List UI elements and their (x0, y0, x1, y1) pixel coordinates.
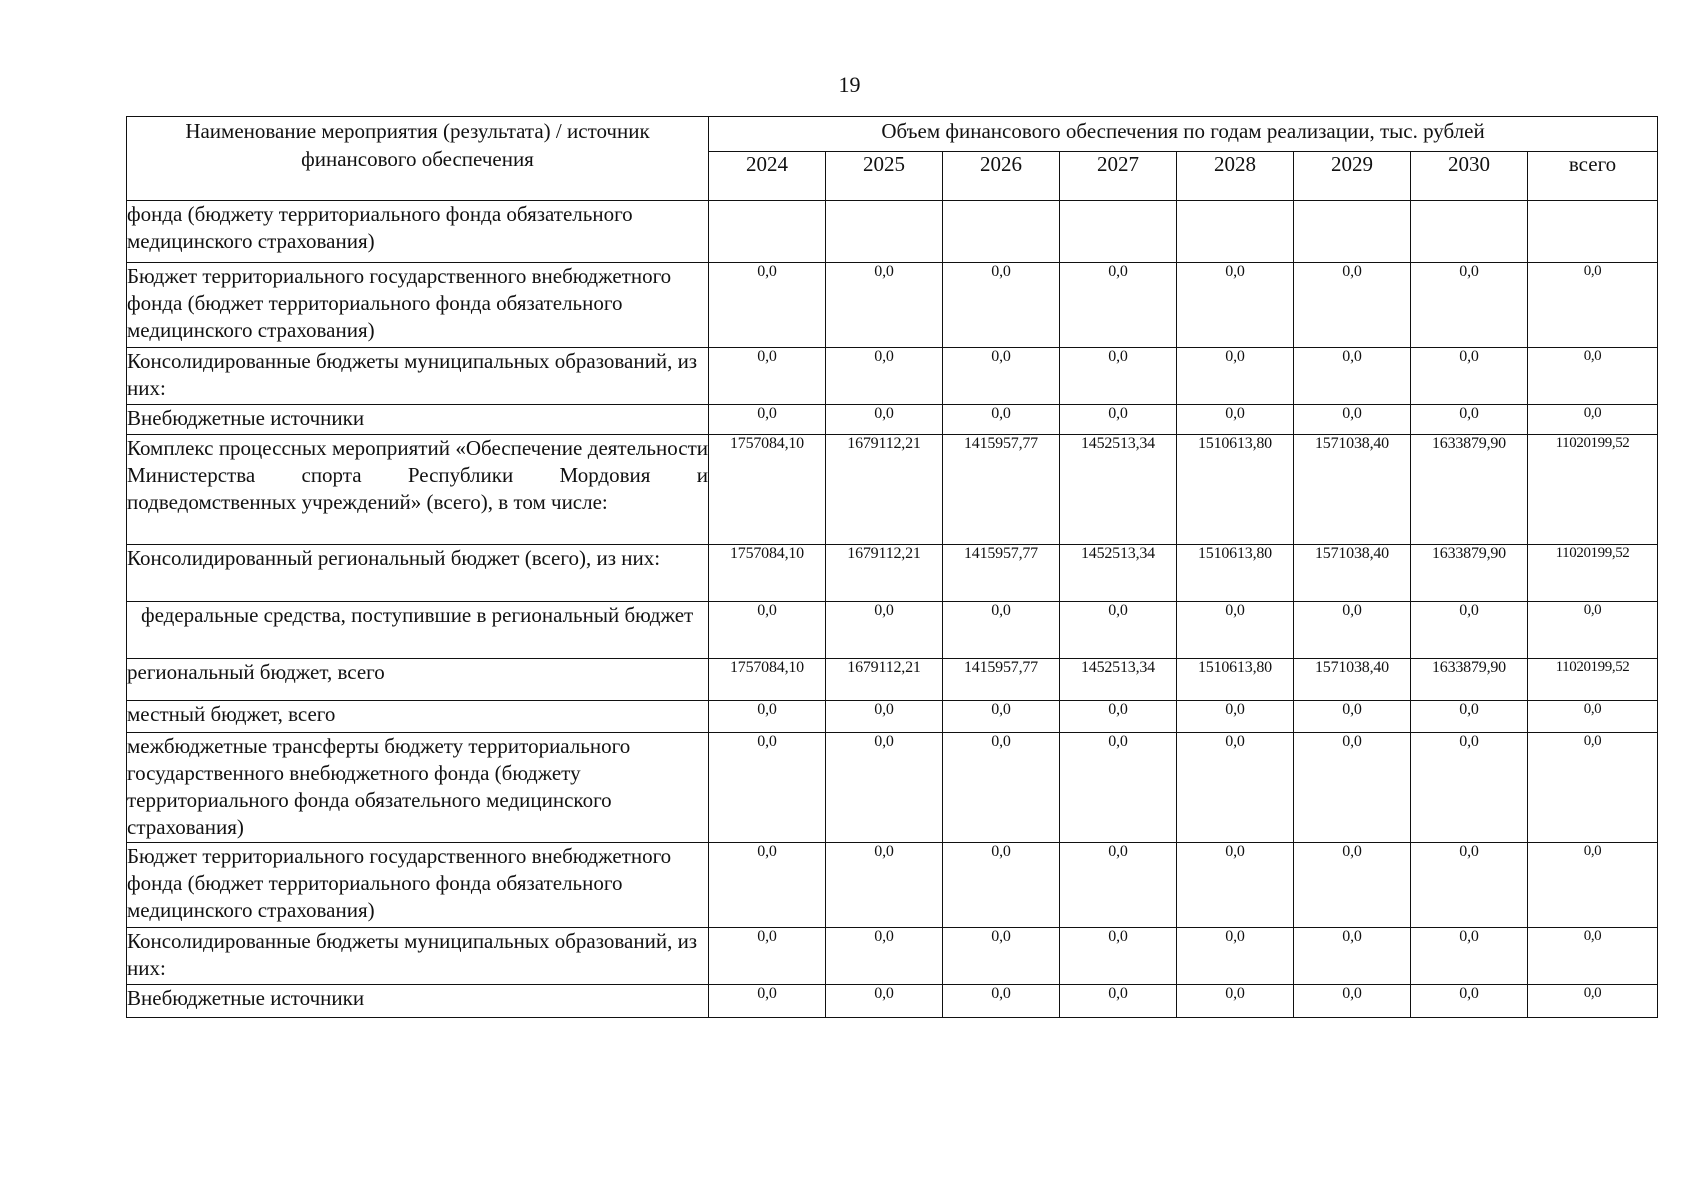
year-value-cell: 0,0 (943, 348, 1060, 405)
table-row (127, 659, 1658, 701)
total-value-cell: 11020199,52 (1528, 659, 1658, 701)
year-value-cell: 0,0 (1411, 348, 1528, 405)
year-value-cell: 0,0 (1294, 843, 1411, 928)
year-value-cell: 0,0 (943, 928, 1060, 985)
year-value-cell: 1757084,10 (709, 545, 826, 602)
year-value-cell: 0,0 (1060, 701, 1177, 733)
year-header: 2024 (709, 152, 826, 201)
year-value-cell: 0,0 (826, 701, 943, 733)
year-value-cell (943, 201, 1060, 263)
year-value-cell: 1757084,10 (709, 435, 826, 545)
year-value-cell (1294, 201, 1411, 263)
table-row (127, 348, 1658, 405)
year-value-cell: 0,0 (1177, 701, 1294, 733)
year-value-cell: 0,0 (826, 348, 943, 405)
year-value-cell: 0,0 (1177, 348, 1294, 405)
table-row (127, 602, 1658, 659)
year-value-cell: 0,0 (709, 928, 826, 985)
year-value-cell: 0,0 (1294, 263, 1411, 348)
year-value-cell: 0,0 (826, 602, 943, 659)
year-value-cell: 0,0 (709, 348, 826, 405)
year-value-cell: 0,0 (1411, 733, 1528, 843)
year-value-cell: 0,0 (826, 405, 943, 435)
year-value-cell: 0,0 (826, 843, 943, 928)
table-row (127, 405, 1658, 435)
table-row (127, 985, 1658, 1018)
row-label: межбюджетные трансферты бюджету территориального государственного внебюджетного фонда (бюджету территориального фонда обязательного медицинского страхования) (127, 733, 709, 843)
year-value-cell: 0,0 (709, 843, 826, 928)
year-value-cell: 0,0 (943, 701, 1060, 733)
year-value-cell: 0,0 (826, 928, 943, 985)
year-value-cell: 0,0 (826, 263, 943, 348)
row-label: Консолидированные бюджеты муниципальных образований, из них: (127, 928, 709, 985)
year-value-cell: 0,0 (1060, 405, 1177, 435)
year-header: 2030 (1411, 152, 1528, 201)
total-value-cell: 0,0 (1528, 733, 1658, 843)
year-value-cell: 0,0 (1177, 263, 1294, 348)
year-value-cell: 0,0 (709, 733, 826, 843)
year-value-cell: 1633879,90 (1411, 545, 1528, 602)
year-value-cell: 0,0 (943, 602, 1060, 659)
table-row (127, 733, 1658, 843)
year-value-cell: 0,0 (1177, 405, 1294, 435)
table-row (127, 843, 1658, 928)
year-value-cell: 0,0 (1060, 263, 1177, 348)
year-value-cell: 0,0 (1294, 405, 1411, 435)
year-value-cell: 0,0 (1411, 405, 1528, 435)
year-value-cell: 1633879,90 (1411, 659, 1528, 701)
year-value-cell: 0,0 (1294, 733, 1411, 843)
row-label: Бюджет территориального государственного внебюджетного фонда (бюджет территориального фонда обязательного медицинского страхования) (127, 263, 709, 348)
year-value-cell (709, 201, 826, 263)
year-value-cell: 0,0 (1177, 928, 1294, 985)
year-value-cell: 0,0 (709, 263, 826, 348)
year-value-cell: 0,0 (943, 843, 1060, 928)
year-value-cell: 1510613,80 (1177, 545, 1294, 602)
total-value-cell: 0,0 (1528, 701, 1658, 733)
year-value-cell: 1757084,10 (709, 659, 826, 701)
row-label: Внебюджетные источники (127, 985, 709, 1018)
year-value-cell: 0,0 (1060, 733, 1177, 843)
page-number: 19 (838, 72, 861, 97)
year-value-cell: 0,0 (943, 985, 1060, 1018)
total-value-cell (1528, 201, 1658, 263)
total-value-cell: 11020199,52 (1528, 545, 1658, 602)
year-value-cell: 0,0 (1294, 701, 1411, 733)
table-row (127, 263, 1658, 348)
year-value-cell: 0,0 (1294, 928, 1411, 985)
year-value-cell (1411, 201, 1528, 263)
year-value-cell: 1571038,40 (1294, 435, 1411, 545)
table-row (127, 928, 1658, 985)
year-value-cell: 0,0 (709, 602, 826, 659)
table-row (127, 201, 1658, 263)
row-label: Консолидированные бюджеты муниципальных образований, из них: (127, 348, 709, 405)
year-header: 2028 (1177, 152, 1294, 201)
financing-table (126, 116, 1658, 1018)
year-value-cell: 1510613,80 (1177, 659, 1294, 701)
row-label: Внебюджетные источники (127, 405, 709, 435)
year-header: 2025 (826, 152, 943, 201)
funding-group-header: Объем финансового обеспечения по годам реализации, тыс. рублей (709, 117, 1658, 152)
row-label: местный бюджет, всего (127, 701, 709, 733)
year-value-cell: 1679112,21 (826, 545, 943, 602)
year-value-cell: 0,0 (1411, 928, 1528, 985)
year-value-cell: 1452513,34 (1060, 545, 1177, 602)
year-value-cell: 0,0 (1177, 843, 1294, 928)
year-value-cell: 0,0 (1177, 602, 1294, 659)
year-value-cell: 1679112,21 (826, 435, 943, 545)
year-value-cell: 1415957,77 (943, 435, 1060, 545)
year-value-cell: 0,0 (1411, 985, 1528, 1018)
year-value-cell: 0,0 (943, 263, 1060, 348)
table-row (127, 545, 1658, 602)
name-column-header: Наименование мероприятия (результата) / источник финансового обеспечения (127, 117, 709, 201)
year-header: 2026 (943, 152, 1060, 201)
year-value-cell: 1415957,77 (943, 545, 1060, 602)
row-label: Бюджет территориального государственного внебюджетного фонда (бюджет территориального фонда обязательного медицинского страхования) (127, 843, 709, 928)
table-row (127, 701, 1658, 733)
row-label: фонда (бюджету территориального фонда обязательного медицинского страхования) (127, 201, 709, 263)
year-value-cell: 1571038,40 (1294, 659, 1411, 701)
year-value-cell: 0,0 (709, 985, 826, 1018)
total-value-cell: 0,0 (1528, 405, 1658, 435)
year-value-cell (1177, 201, 1294, 263)
year-value-cell: 0,0 (1411, 843, 1528, 928)
row-label: федеральные средства, поступившие в региональный бюджет (127, 602, 709, 659)
year-value-cell: 0,0 (709, 701, 826, 733)
year-value-cell: 0,0 (1060, 928, 1177, 985)
year-value-cell: 0,0 (1294, 985, 1411, 1018)
total-header: всего (1528, 152, 1658, 201)
year-value-cell: 0,0 (943, 733, 1060, 843)
year-value-cell: 1679112,21 (826, 659, 943, 701)
year-value-cell: 1452513,34 (1060, 659, 1177, 701)
year-value-cell: 0,0 (1177, 985, 1294, 1018)
year-value-cell: 0,0 (1060, 602, 1177, 659)
row-label: региональный бюджет, всего (127, 659, 709, 701)
header-row-group (127, 117, 1658, 152)
table-row (127, 435, 1658, 545)
year-value-cell: 0,0 (826, 985, 943, 1018)
total-value-cell: 0,0 (1528, 602, 1658, 659)
year-value-cell: 0,0 (1060, 843, 1177, 928)
year-value-cell: 0,0 (1411, 701, 1528, 733)
year-value-cell: 0,0 (1411, 602, 1528, 659)
year-value-cell: 0,0 (1294, 602, 1411, 659)
year-value-cell: 1452513,34 (1060, 435, 1177, 545)
year-value-cell: 1571038,40 (1294, 545, 1411, 602)
year-value-cell: 0,0 (1294, 348, 1411, 405)
total-value-cell: 11020199,52 (1528, 435, 1658, 545)
year-value-cell: 1633879,90 (1411, 435, 1528, 545)
year-value-cell: 0,0 (826, 733, 943, 843)
total-value-cell: 0,0 (1528, 263, 1658, 348)
year-value-cell: 0,0 (1060, 985, 1177, 1018)
row-label: Комплекс процессных мероприятий «Обеспечение деятельности Министерства спорта Республики Мордовия и подведомственных учреждений» (всего), в том числе: (127, 435, 709, 545)
year-value-cell (826, 201, 943, 263)
year-value-cell: 0,0 (1411, 263, 1528, 348)
year-value-cell: 0,0 (1177, 733, 1294, 843)
row-label: Консолидированный региональный бюджет (всего), из них: (127, 545, 709, 602)
year-value-cell: 0,0 (1060, 348, 1177, 405)
year-header: 2029 (1294, 152, 1411, 201)
total-value-cell: 0,0 (1528, 985, 1658, 1018)
year-value-cell: 1415957,77 (943, 659, 1060, 701)
year-value-cell: 0,0 (709, 405, 826, 435)
total-value-cell: 0,0 (1528, 843, 1658, 928)
total-value-cell: 0,0 (1528, 348, 1658, 405)
year-value-cell (1060, 201, 1177, 263)
year-value-cell: 1510613,80 (1177, 435, 1294, 545)
total-value-cell: 0,0 (1528, 928, 1658, 985)
year-header: 2027 (1060, 152, 1177, 201)
year-value-cell: 0,0 (943, 405, 1060, 435)
